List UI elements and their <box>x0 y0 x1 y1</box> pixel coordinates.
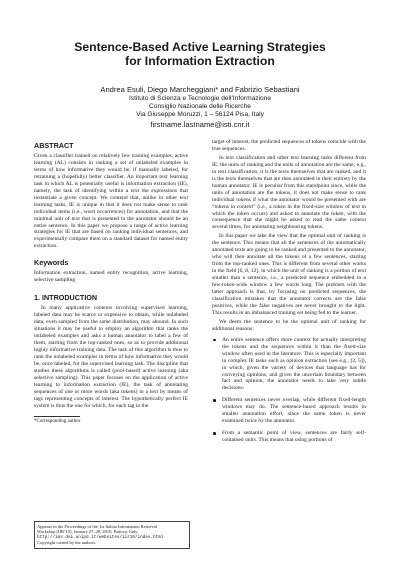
affiliation-line-2: Consiglio Nazionale delle Ricerche <box>149 103 251 110</box>
author-email: firstname.lastname@isti.cnr.it <box>150 120 250 129</box>
paper-title <box>40 40 360 68</box>
author-names: Andrea Esuli, Diego Marcheggiani* and Fabrizio Sebastiani <box>100 85 300 94</box>
copyright-line-2: Workshop (IIR’10), January 27–28, 2010, Padova, Italy. <box>37 529 139 535</box>
list-item: From a semantic point of view, sentences are fairly self-contained units. This means that using portions of <box>212 430 366 444</box>
author-block <box>40 85 360 129</box>
paragraph-ie-peculiar: In text classification and other text learning tasks different from IE, the units of ranking and the units of annotation are the same; e.g., in text classification, it is the texts themselves that are ranked, and it is the texts themselves that are then annotated in their entirety by the human annotator. IE is peculiar from this standpoint since, while the units of annotation are the tokens, it does not make sense to rank individual tokens if what the annotator would be presented with are “tokens in context” (i.e., a token in the fixed-size window of text in which the token occurs) and asked to annotate the token, with the consequence that she might be asked to read the same context several times, for annotating neighbouring tokens. <box>212 154 366 231</box>
bullet-icon <box>213 432 216 435</box>
copyright-line-4: Copyright owned by the authors. <box>37 540 97 546</box>
title-line-1: Sentence-Based Active Learning Strategies <box>74 40 326 54</box>
list-item: An entire sentence offers more context for actually interpreting the tokens and the sequences within it than the fixed-size window often used in the literature. This is especially important in complex IE tasks such as opinion extraction (see e.g., [2, 5]), in which, given the variety of devices that language has for conveying opinions, and given the uncertain boundary between fact and opinion, the annotator needs to take very subtle decisions. <box>212 337 366 393</box>
paragraph-reasons: We deem the sentence to be the optimal unit of ranking for additional reasons: <box>212 318 366 332</box>
footnote: *Corresponding author <box>34 418 81 424</box>
abstract-heading: ABSTRACT <box>34 141 74 150</box>
keywords-text: Information extraction, named entity recognition, active learning, selective sampling <box>34 270 188 284</box>
title-line-2: for Information Extraction <box>125 54 275 68</box>
copyright-box <box>34 521 190 549</box>
bullet-icon <box>213 399 216 402</box>
left-column <box>34 140 188 425</box>
abstract-text: Given a classifier trained on relatively few training examples, active learning (AL) consists in ranking a set of unlabeled examples in terms of how informative they would be, if manually labeled, for retraining a (hopefully) better classifier. An important text learning task in which AL is potentially useful is information extraction (IE), namely, the task of identifying within a text the expressions that instantiate a given concept. We contend that, unlike in other text learning tasks, IE is unique in that it does not make sense to rank individual items (i.e., word occurrences) for annotation, and that the minimal unit of text that is presented to the annotator should be an entire sentence. In this paper we propose a range of active learning strategies for IE that are based on ranking individual sentences, and experimentally compare them on a standard dataset for named entity extraction. <box>34 153 188 250</box>
reasons-list <box>212 337 366 444</box>
introduction-heading: 1. INTRODUCTION <box>34 293 98 303</box>
paragraph-sentence-unit: In this paper we take the view that the optimal unit of ranking is the sentence. This means that all the sentences of the automatically annotated texts are going to be ranked and presented to the annotator, who will then annotate all the tokens of a few sentences, starting from the top-ranked ones. This is different from several other works in the field [6, 8, 12], in which the unit of ranking is a portion of text smaller than a sentence, i.e., a predicted sequence embedded in a few-token-wide window a few words long. The problem with the latter approach is that, by focusing on predicted sequences, the classification mistakes that the annotator corrects are the false positives, while the false negatives are never brought to the light. This results in an imbalanced training set being fed to the learner. <box>212 233 366 316</box>
introduction-text: In many applicative contexts involving supervised learning, labeled data may be scarce or expensive to obtain, while unlabeled data, even sampled from the same distribution, may abound. In such situations it may be useful to employ an algorithm that ranks the unlabeled examples and asks a human annotator to label a few of them, starting from the top-ranked ones, so as to provide additional highly informative training data. The task of this algorithm is thus to rank the unlabeled examples in terms of how informative they would be, once labeled, for the supervised learning task. The discipline that studies these algorithms is called (pool-based) active learning (aka selective sampling). This paper focuses on the application of active learning to information extraction (IE), the task of annotating sequences of one or more words (aka tokens) in a text by means of tags representing concepts of interest. The hypothetically perfect IE system is thus the one for which, for each tag in the <box>34 305 188 409</box>
right-column <box>212 139 366 449</box>
bullet-icon <box>213 339 216 342</box>
affiliation-line-1: Istituto di Scienza e Tecnologie dell’Informazione <box>128 95 272 102</box>
list-item: Different sentences never overlap, while different fixed-length windows may do. The sentence-based approach results in smaller annotation effort, since the same token is never examined twice by the annotator. <box>212 397 366 425</box>
keywords-heading: Keywords <box>34 258 69 268</box>
paragraph-target: target of interest, the predicted sequences of tokens coincide with the true sequences. <box>212 139 366 152</box>
copyright-line-1: Appears in the Proceedings of the 1st Italian Information Retrieval <box>37 524 158 529</box>
footnote-rule <box>34 416 80 417</box>
affiliation-line-3: Via Giuseppe Moruzzi, 1 – 56124 Pisa, Italy <box>136 111 264 118</box>
workshop-url[interactable]: http://ims.dei.unipd.it/websites/iir10/index.html <box>37 534 164 540</box>
